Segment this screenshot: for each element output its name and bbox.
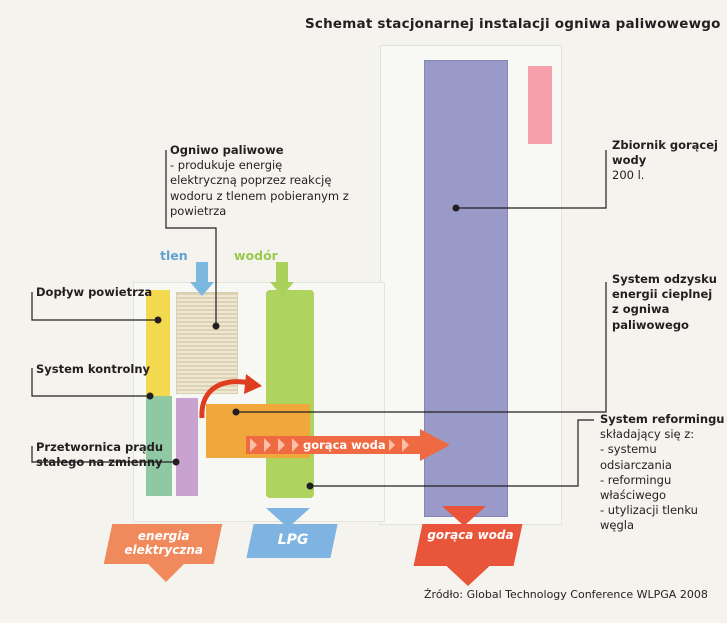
chevron-icon (264, 438, 271, 452)
callout-hot-water-tank-heading: Zbiornik gorącej wody (612, 138, 718, 168)
callout-heat-recovery (612, 272, 722, 333)
callout-inverter (36, 440, 166, 470)
page-title: Schemat stacjonarnej instalacji ogniwa paliwowewgo (305, 16, 721, 32)
callout-hot-water-tank (612, 138, 722, 184)
banner-lpg (246, 524, 337, 558)
callout-fuel-cell-heading: Ogniwo paliwowe (170, 143, 284, 157)
source-credit: Źródło: Global Technology Conference WLPGA 2008 (424, 588, 708, 601)
banner-electricity-label: energia elektryczna (124, 529, 203, 557)
chevron-icon (292, 438, 299, 452)
callout-air-inlet-heading: Dopływ powietrza (36, 285, 153, 299)
hydrogen-arrow-head-icon (270, 282, 294, 296)
chevron-icon (250, 438, 257, 452)
callout-control-system (36, 362, 156, 377)
hot-water-flow-label: gorąca woda (300, 437, 389, 453)
hydrogen-label: wodór (234, 248, 278, 263)
callout-inverter-heading: Przetwornica prądu stałego na zmienny (36, 440, 164, 470)
banner-hot-water (414, 524, 523, 566)
callout-hot-water-tank-body: 200 l. (612, 168, 645, 183)
chevron-icon (402, 438, 409, 452)
oxygen-arrow-shaft (196, 262, 208, 284)
reformer-bar (266, 290, 314, 498)
hydrogen-arrow-shaft (276, 262, 288, 284)
air-inlet-bar (146, 290, 170, 400)
callout-air-inlet (36, 285, 156, 300)
oxygen-arrow-head-icon (190, 282, 214, 296)
banner-hot-water-label: gorąca woda (427, 528, 514, 542)
hot-water-flow-arrow (246, 432, 450, 458)
banner-lpg-label: LPG (277, 532, 309, 548)
callout-reforming-heading: System reformingu (600, 412, 725, 426)
banner-electricity (104, 524, 223, 564)
chevron-icon (388, 438, 395, 452)
inverter-bar (176, 398, 198, 496)
reaction-curve-arrow-icon (196, 372, 266, 422)
callout-reforming-item: - systemu odsiarczania (600, 442, 672, 472)
callout-reforming-system (600, 412, 725, 533)
hot-water-output-arrow-icon (442, 506, 486, 526)
callout-fuel-cell (170, 143, 350, 219)
hot-water-arrow-head-icon (420, 429, 450, 461)
pink-module-bar (528, 66, 552, 144)
callout-fuel-cell-body: - produkuje energię elektryczną poprzez reakcję wodoru z tlenem pobieranym z powietrza (170, 158, 349, 218)
oxygen-label: tlen (160, 248, 188, 263)
callout-reforming-item: - utylizacji tlenku węgla (600, 503, 698, 533)
chevron-icon (278, 438, 285, 452)
callout-reforming-body: składający się z: (600, 427, 695, 442)
callout-control-system-heading: System kontrolny (36, 362, 151, 376)
callout-heat-recovery-heading: System odzysku energii cieplnej z ogniwa paliwowego (612, 272, 717, 332)
callout-reforming-item: - reformingu właściwego (600, 472, 672, 502)
